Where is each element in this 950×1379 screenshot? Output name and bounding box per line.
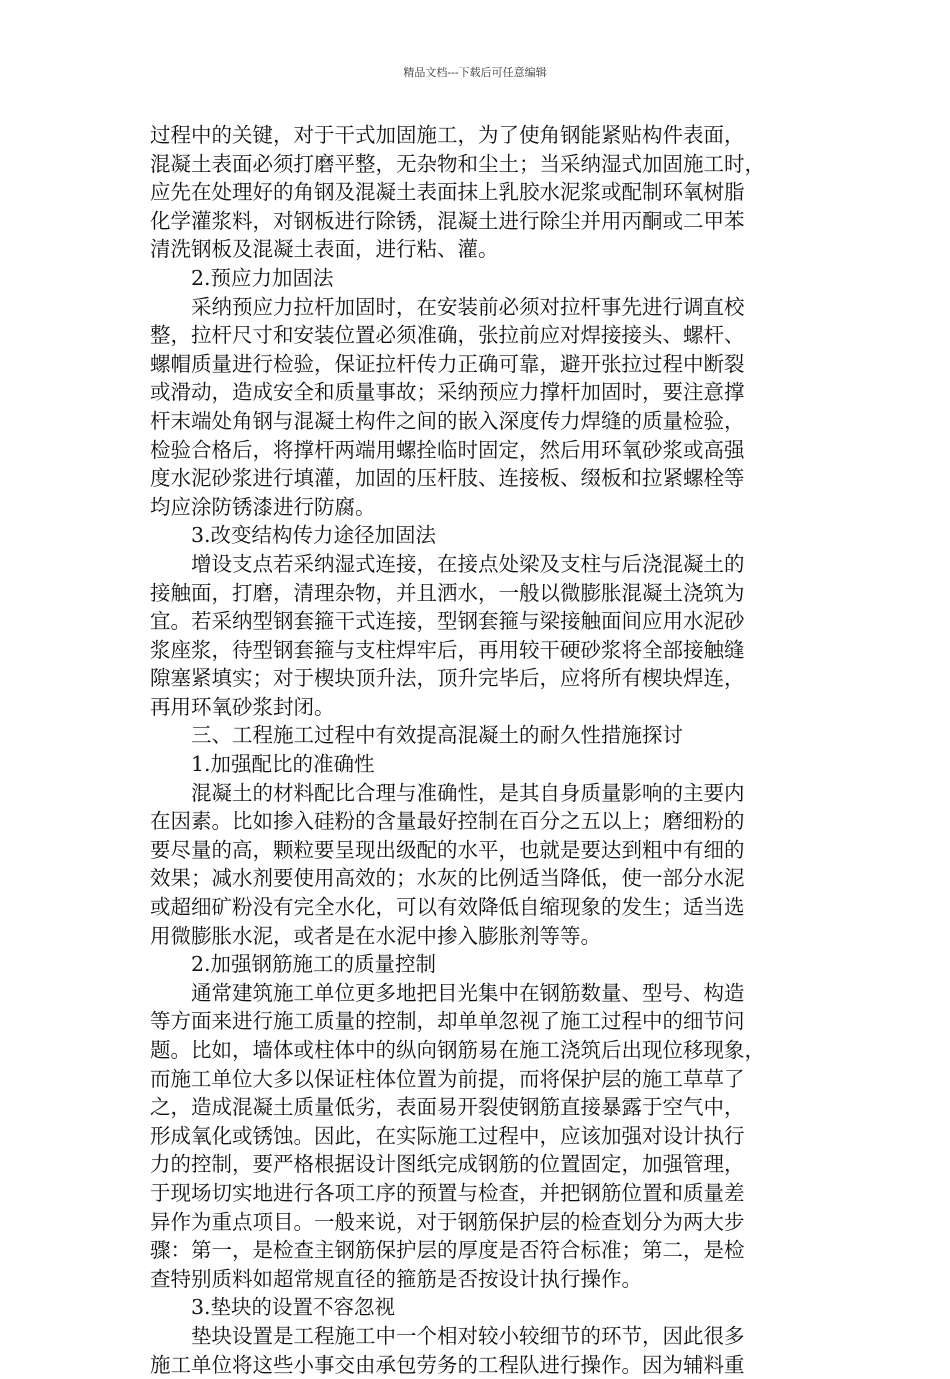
text-line: 效果；减水剂要使用高效的；水灰的比例适当降低，使一部分水泥	[150, 866, 745, 891]
text-line: 隙塞紧填实；对于楔块顶升法，顶升完毕后，应将所有楔块焊连，	[150, 666, 745, 691]
text-line: 均应涂防锈漆进行防腐。	[150, 494, 376, 519]
text-line: 于现场切实地进行各项工序的预置与检查，并把钢筋位置和质量差	[150, 1180, 745, 1205]
text-line: 杆末端处角钢与混凝土构件之间的嵌入深度传力焊缝的质量检验，	[150, 408, 745, 433]
text-line: 螺帽质量进行检验，保证拉杆传力正确可靠，避开张拉过程中断裂	[150, 351, 745, 376]
text-line: 用微膨胀水泥，或者是在水泥中掺入膨胀剂等等。	[150, 923, 601, 948]
text-line: 3.改变结构传力途径加固法	[191, 523, 437, 548]
text-line: 或超细矿粉没有完全水化，可以有效降低自缩现象的发生；适当选	[150, 895, 745, 920]
page-header: 精品文档---下载后可任意编辑	[403, 66, 547, 79]
text-line: 施工单位将这些小事交由承包劳务的工程队进行操作。因为辅料重	[150, 1352, 745, 1377]
text-line: 过程中的关键，对于干式加固施工，为了使角钢能紧贴构件表面，	[150, 123, 745, 147]
text-line: 混凝土的材料配比合理与准确性，是其自身质量影响的主要内	[191, 780, 745, 805]
text-line: 力的控制，要严格根据设计图纸完成钢筋的位置固定，加强管理，	[150, 1152, 745, 1177]
text-line: 1.加强配比的准确性	[191, 752, 375, 777]
text-line: 垫块设置是工程施工中一个相对较小较细节的环节，因此很多	[191, 1323, 745, 1348]
text-line: 接触面，打磨，清理杂物，并且洒水，一般以微膨胀混凝土浇筑为	[150, 580, 745, 605]
text-line: 骤：第一，是检查主钢筋保护层的厚度是否符合标准；第二，是检	[150, 1238, 745, 1263]
text-line: 通常建筑施工单位更多地把目光集中在钢筋数量、型号、构造	[191, 980, 745, 1005]
text-line: 2.预应力加固法	[191, 265, 334, 290]
text-line: 采纳预应力拉杆加固时，在安装前必须对拉杆事先进行调直校	[191, 294, 745, 319]
text-line: 2.加强钢筋施工的质量控制	[191, 952, 437, 977]
text-line: 宜。若采纳型钢套箍干式连接，型钢套箍与梁接触面间应用水泥砂	[150, 609, 745, 634]
text-line: 之，造成混凝土质量低劣，表面易开裂使钢筋直接暴露于空气中，	[150, 1095, 745, 1120]
text-line: 等方面来进行施工质量的控制，却单单忽视了施工过程中的细节问	[150, 1009, 745, 1034]
text-line: 浆座浆，待型钢套箍与支柱焊牢后，再用较干硬砂浆将全部接触缝	[150, 637, 745, 662]
text-line: 题。比如，墙体或柱体中的纵向钢筋易在施工浇筑后出现位移现象，	[150, 1038, 765, 1062]
text-line: 三、工程施工过程中有效提高混凝土的耐久性措施探讨	[191, 723, 683, 748]
text-line: 3.垫块的设置不容忽视	[191, 1295, 396, 1320]
text-line: 化学灌浆料，对钢板进行除锈，混凝土进行除尘并用丙酮或二甲苯	[150, 208, 745, 233]
document-body	[150, 121, 800, 1379]
text-line: 形成氧化或锈蚀。因此，在实际施工过程中，应该加强对设计执行	[150, 1123, 745, 1148]
text-line: 要尽量的高，颗粒要呈现出级配的水平，也就是要达到粗中有细的	[150, 837, 745, 862]
text-line: 度水泥砂浆进行填灌，加固的压杆肢、连接板、缀板和拉紧螺栓等	[150, 466, 745, 491]
text-line: 应先在处理好的角钢及混凝土表面抹上乳胶水泥浆或配制环氧树脂	[150, 180, 745, 205]
text-line: 异作为重点项目。一般来说，对于钢筋保护层的检查划分为两大步	[150, 1209, 745, 1234]
text-line: 在因素。比如掺入硅粉的含量最好控制在百分之五以上；磨细粉的	[150, 809, 745, 834]
text-line: 增设支点若采纳湿式连接，在接点处梁及支柱与后浇混凝土的	[191, 551, 745, 576]
text-line: 而施工单位大多以保证柱体位置为前提，而将保护层的施工草草了	[150, 1066, 745, 1091]
text-line: 整，拉杆尺寸和安装位置必须准确，张拉前应对焊接接头、螺杆、	[150, 323, 745, 348]
text-line: 再用环氧砂浆封闭。	[150, 694, 335, 719]
text-line: 清洗钢板及混凝土表面，进行粘、灌。	[150, 237, 499, 262]
text-line: 查特别质料如超常规直径的箍筋是否按设计执行操作。	[150, 1266, 642, 1291]
text-line: 检验合格后，将撑杆两端用螺拴临时固定，然后用环氧砂浆或高强	[150, 437, 745, 462]
text-line: 或滑动，造成安全和质量事故；采纳预应力撑杆加固时，要注意撑	[150, 380, 745, 405]
text-line: 混凝土表面必须打磨平整，无杂物和尘土；当采纳湿式加固施工时，	[150, 151, 765, 176]
